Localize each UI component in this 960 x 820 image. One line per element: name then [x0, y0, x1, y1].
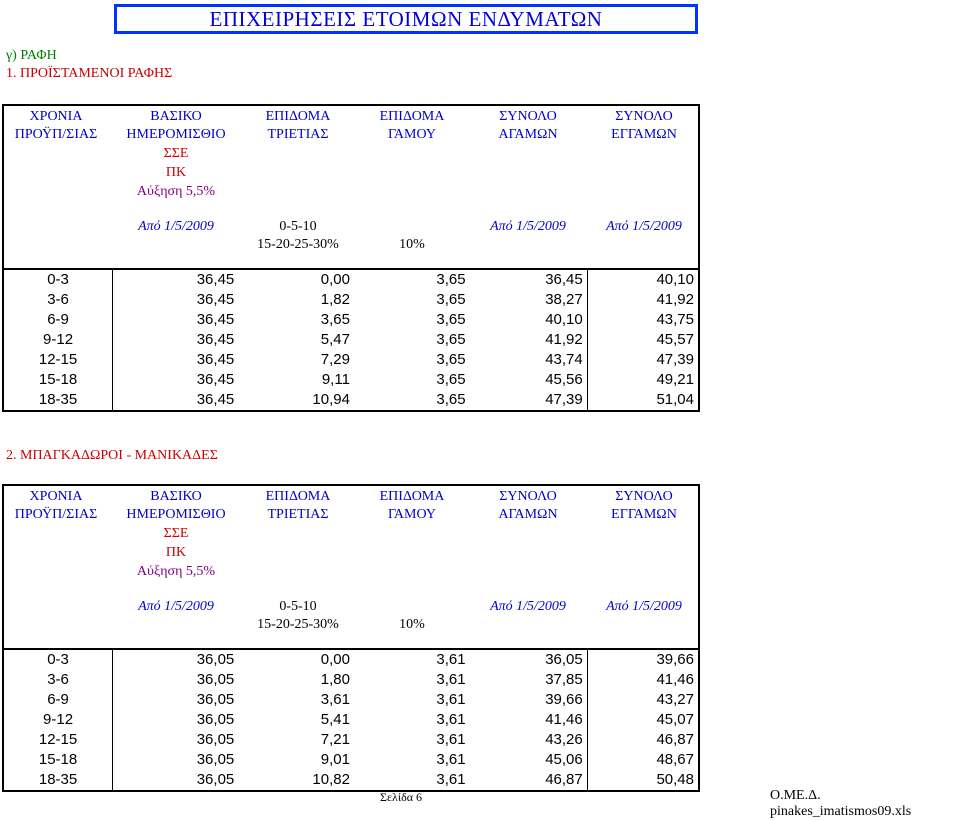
table-cell: 1,82	[320, 291, 350, 308]
table-cell: 5,41	[320, 711, 350, 728]
table-cell: 3,65	[436, 351, 466, 368]
table-cell: 3,65	[436, 371, 466, 388]
header-married-from: Από 1/5/2009	[606, 599, 682, 614]
table-row	[3, 290, 699, 310]
table-cell: 1,80	[320, 671, 350, 688]
table-cell: 3,65	[436, 331, 466, 348]
table-cell: 3-6	[3, 670, 113, 690]
table-cell: 41,92	[545, 331, 583, 348]
table-cell: 40,10	[587, 269, 699, 290]
table-row	[3, 670, 699, 690]
table-row	[3, 330, 699, 350]
table-cell: 9,11	[321, 371, 350, 388]
table-cell: 9,01	[320, 751, 350, 768]
table-cell: 3,61	[436, 711, 466, 728]
header-triennial-line2: ΤΡΙΕΤΙΑΣ	[267, 507, 329, 522]
header-years-line1: ΧΡΟΝΙΑ	[29, 109, 83, 124]
header-single-total-line2: ΑΓΑΜΩΝ	[498, 507, 558, 522]
table-cell: 3,65	[354, 269, 470, 290]
table-cell: 0,00	[238, 269, 354, 290]
table-cell: 45,56	[545, 371, 583, 388]
header-triennial-line2: ΤΡΙΕΤΙΑΣ	[267, 127, 329, 142]
table-cell: 41,46	[545, 711, 583, 728]
table-cell: 3-6	[3, 290, 113, 310]
wage-table	[2, 268, 700, 412]
header-years-line2: ΠΡΟΫΠ/ΣΙΑΣ	[14, 127, 98, 142]
table-row	[3, 690, 699, 710]
header-increase: Αύξηση 5,5%	[136, 184, 216, 199]
header-marriage-line2: ΓΑΜΟΥ	[387, 507, 436, 522]
table-cell: 18-35	[3, 390, 113, 411]
table-cell: 3,61	[320, 691, 350, 708]
header-basic-from: Από 1/5/2009	[138, 599, 214, 614]
table-cell: 36,45	[113, 390, 239, 411]
table-row	[3, 390, 699, 411]
header-basic-wage-line1: ΒΑΣΙΚΟ	[150, 489, 202, 504]
table-cell: 51,04	[587, 390, 699, 411]
table-cell: 36,05	[113, 770, 239, 791]
header-marriage-pct: 10%	[399, 617, 425, 632]
table-cell: 45,07	[587, 710, 699, 730]
table-cell: 6-9	[3, 310, 113, 330]
table-cell: 36,05	[196, 671, 235, 688]
table-cell: 40,10	[545, 311, 583, 328]
section-title: 2. ΜΠΑΓΚΑΔΩΡΟΙ - ΜΑΝΙΚΑΔΕΣ	[6, 448, 218, 463]
header-basic-wage-line2: ΗΜΕΡΟΜΙΣΘΙΟ	[126, 507, 226, 522]
header-single-total-line2: ΑΓΑΜΩΝ	[498, 127, 558, 142]
header-triennial-scale1: 0-5-10	[279, 219, 317, 234]
table-row	[3, 730, 699, 750]
header-pk-tag: ΠΚ	[165, 545, 187, 560]
page-title: ΕΠΙΧΕΙΡΗΣΕΙΣ ΕΤΟΙΜΩΝ ΕΝΔΥΜΑΤΩΝ	[114, 4, 698, 34]
table-row	[3, 370, 699, 390]
table-cell: 3,65	[436, 291, 466, 308]
table-row	[3, 649, 699, 670]
header-marriage-line1: ΕΠΙΔΟΜΑ	[379, 109, 445, 124]
table-cell: 12-15	[3, 350, 113, 370]
header-triennial-scale1: 0-5-10	[279, 599, 317, 614]
table-cell: 41,92	[587, 290, 699, 310]
table-row	[3, 310, 699, 330]
table-cell: 10,94	[238, 390, 354, 411]
table-cell: 36,45	[113, 269, 239, 290]
table-cell: 36,05	[196, 731, 235, 748]
table-cell: 7,21	[320, 731, 350, 748]
table-cell: 39,66	[587, 649, 699, 670]
table-cell: 36,05	[113, 649, 239, 670]
table-cell: 47,39	[470, 390, 588, 411]
table-cell: 0,00	[238, 649, 354, 670]
table-cell: 48,67	[587, 750, 699, 770]
header-married-total-line2: ΕΓΓΑΜΩΝ	[611, 127, 677, 142]
header-single-from: Από 1/5/2009	[490, 599, 566, 614]
header-marriage-pct: 10%	[399, 237, 425, 252]
table-cell: 37,85	[545, 671, 583, 688]
table-cell: 36,05	[196, 751, 235, 768]
table-cell: 3,61	[354, 770, 470, 791]
header-single-total-line1: ΣΥΝΟΛΟ	[499, 109, 557, 124]
table-cell: 41,46	[587, 670, 699, 690]
table-cell: 7,29	[320, 351, 350, 368]
table-row	[3, 269, 699, 290]
table-cell: 39,66	[545, 691, 583, 708]
table-cell: 46,87	[470, 770, 588, 791]
table-cell: 9-12	[3, 330, 113, 350]
table-cell: 36,45	[196, 311, 235, 328]
table-cell: 36,45	[196, 331, 235, 348]
table-cell: 49,21	[587, 370, 699, 390]
table-cell: 3,65	[436, 311, 466, 328]
table-cell: 3,65	[320, 311, 350, 328]
table-cell: 15-18	[3, 750, 113, 770]
table-cell: 10,82	[238, 770, 354, 791]
table-cell: 45,06	[545, 751, 583, 768]
table-cell: 36,45	[196, 371, 235, 388]
table-cell: 47,39	[587, 350, 699, 370]
table-cell: 36,45	[470, 269, 588, 290]
table-cell: 0-3	[3, 269, 113, 290]
table-cell: 43,27	[587, 690, 699, 710]
header-triennial-scale2: 15-20-25-30%	[257, 617, 339, 632]
table-cell: 3,61	[436, 731, 466, 748]
table-row	[3, 350, 699, 370]
header-marriage-line1: ΕΠΙΔΟΜΑ	[379, 489, 445, 504]
table-cell: 36,05	[196, 711, 235, 728]
table-cell: 12-15	[3, 730, 113, 750]
table-cell: 9-12	[3, 710, 113, 730]
table-cell: 5,47	[320, 331, 350, 348]
table-cell: 3,65	[354, 390, 470, 411]
table-cell: 3,61	[436, 751, 466, 768]
table-row	[3, 750, 699, 770]
table-cell: 36,05	[196, 691, 235, 708]
table-cell: 43,74	[545, 351, 583, 368]
header-increase: Αύξηση 5,5%	[136, 564, 216, 579]
table-cell: 3,61	[354, 649, 470, 670]
table-cell: 45,57	[587, 330, 699, 350]
table-cell: 36,45	[196, 351, 235, 368]
table-cell: 36,45	[196, 291, 235, 308]
section-title: 1. ΠΡΟΪΣΤΑΜΕΝΟΙ ΡΑΦΗΣ	[6, 66, 173, 81]
table-cell: 38,27	[545, 291, 583, 308]
header-sse-tag: ΣΣΕ	[163, 526, 189, 541]
header-single-total-line1: ΣΥΝΟΛΟ	[499, 489, 557, 504]
header-married-total-line1: ΣΥΝΟΛΟ	[615, 489, 673, 504]
table-cell: 6-9	[3, 690, 113, 710]
table-cell: 3,61	[436, 691, 466, 708]
header-marriage-line2: ΓΑΜΟΥ	[387, 127, 436, 142]
header-triennial-line1: ΕΠΙΔΟΜΑ	[265, 489, 331, 504]
table-cell: 43,26	[545, 731, 583, 748]
header-basic-wage-line1: ΒΑΣΙΚΟ	[150, 109, 202, 124]
header-married-total-line2: ΕΓΓΑΜΩΝ	[611, 507, 677, 522]
table-cell: 3,61	[436, 671, 466, 688]
header-years-line2: ΠΡΟΫΠ/ΣΙΑΣ	[14, 507, 98, 522]
table-cell: 50,48	[587, 770, 699, 791]
header-basic-wage-line2: ΗΜΕΡΟΜΙΣΘΙΟ	[126, 127, 226, 142]
table-cell: 15-18	[3, 370, 113, 390]
header-pk-tag: ΠΚ	[165, 165, 187, 180]
header-sse-tag: ΣΣΕ	[163, 146, 189, 161]
wage-table	[2, 648, 700, 792]
table-cell: 36,05	[470, 649, 588, 670]
footer-page-number: Σελίδα 6	[380, 790, 423, 804]
category-label: γ) ΡΑΦΗ	[6, 48, 57, 63]
table-cell: 0-3	[3, 649, 113, 670]
header-triennial-line1: ΕΠΙΔΟΜΑ	[265, 109, 331, 124]
footer-filename: Ο.ΜΕ.Δ. pinakes_imatismos09.xls	[770, 788, 912, 819]
header-years-line1: ΧΡΟΝΙΑ	[29, 489, 83, 504]
table-cell: 43,75	[587, 310, 699, 330]
header-basic-from: Από 1/5/2009	[138, 219, 214, 234]
table-cell: 18-35	[3, 770, 113, 791]
header-married-total-line1: ΣΥΝΟΛΟ	[615, 109, 673, 124]
table-cell: 46,87	[587, 730, 699, 750]
header-married-from: Από 1/5/2009	[606, 219, 682, 234]
header-triennial-scale2: 15-20-25-30%	[257, 237, 339, 252]
header-single-from: Από 1/5/2009	[490, 219, 566, 234]
table-row	[3, 770, 699, 791]
table-row	[3, 710, 699, 730]
